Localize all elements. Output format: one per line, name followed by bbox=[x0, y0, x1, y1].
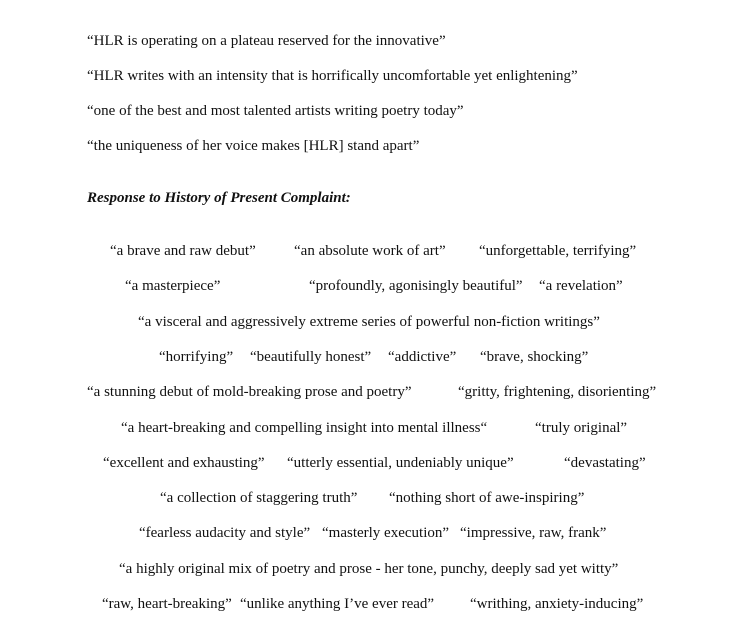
quote-row-11 bbox=[0, 595, 752, 613]
row-quote: “beautifully honest” bbox=[250, 349, 372, 365]
row-quote: “a brave and raw debut” bbox=[110, 243, 256, 259]
row-quote: “a highly original mix of poetry and prose - her tone, punchy, deeply sad yet witty” bbox=[119, 561, 619, 577]
top-quote-1: “HLR is operating on a plateau reserved for the innovative” bbox=[87, 33, 446, 49]
top-quote-3: “one of the best and most talented artists writing poetry today” bbox=[87, 103, 464, 119]
row-quote: “utterly essential, undeniably unique” bbox=[287, 455, 514, 471]
row-quote: “an absolute work of art” bbox=[294, 243, 446, 259]
row-quote: “addictive” bbox=[388, 349, 457, 365]
quote-row-7 bbox=[0, 454, 752, 472]
quote-row-3 bbox=[0, 313, 752, 331]
quote-row-2 bbox=[0, 277, 752, 295]
quote-row-9 bbox=[0, 524, 752, 542]
quote-row-8 bbox=[0, 489, 752, 507]
row-quote: “unlike anything I’ve ever read” bbox=[240, 596, 435, 612]
section-heading: Response to History of Present Complaint: bbox=[87, 190, 351, 206]
row-quote: “brave, shocking” bbox=[480, 349, 589, 365]
row-quote: “profoundly, agonisingly beautiful” bbox=[309, 278, 523, 294]
row-quote: “a stunning debut of mold-breaking prose and poetry” bbox=[87, 384, 412, 400]
row-quote: “fearless audacity and style” bbox=[139, 525, 311, 541]
row-quote: “raw, heart-breaking” bbox=[102, 596, 232, 612]
row-quote: “gritty, frightening, disorienting” bbox=[458, 384, 657, 400]
row-quote: “a revelation” bbox=[539, 278, 623, 294]
quote-row-4 bbox=[0, 348, 752, 366]
quote-row-6 bbox=[0, 419, 752, 437]
row-quote: “a visceral and aggressively extreme series of powerful non-fiction writings” bbox=[138, 314, 600, 330]
top-quote-4: “the uniqueness of her voice makes [HLR] stand apart” bbox=[87, 138, 420, 154]
row-quote: “a heart-breaking and compelling insight into mental illness“ bbox=[121, 420, 488, 436]
quote-row-10 bbox=[0, 560, 752, 578]
quote-row-5 bbox=[0, 383, 752, 401]
row-quote: “unforgettable, terrifying” bbox=[479, 243, 637, 259]
row-quote: “devastating” bbox=[564, 455, 646, 471]
row-quote: “excellent and exhausting” bbox=[103, 455, 265, 471]
row-quote: “a collection of staggering truth” bbox=[160, 490, 358, 506]
row-quote: “writhing, anxiety-inducing” bbox=[470, 596, 644, 612]
row-quote: “truly original” bbox=[535, 420, 628, 436]
row-quote: “masterly execution” bbox=[322, 525, 450, 541]
row-quote: “a masterpiece” bbox=[125, 278, 221, 294]
row-quote: “nothing short of awe-inspiring” bbox=[389, 490, 585, 506]
row-quote: “horrifying” bbox=[159, 349, 234, 365]
top-quote-2: “HLR writes with an intensity that is horrifically uncomfortable yet enlightening” bbox=[87, 68, 578, 84]
row-quote: “impressive, raw, frank” bbox=[460, 525, 607, 541]
quote-row-1 bbox=[0, 242, 752, 260]
